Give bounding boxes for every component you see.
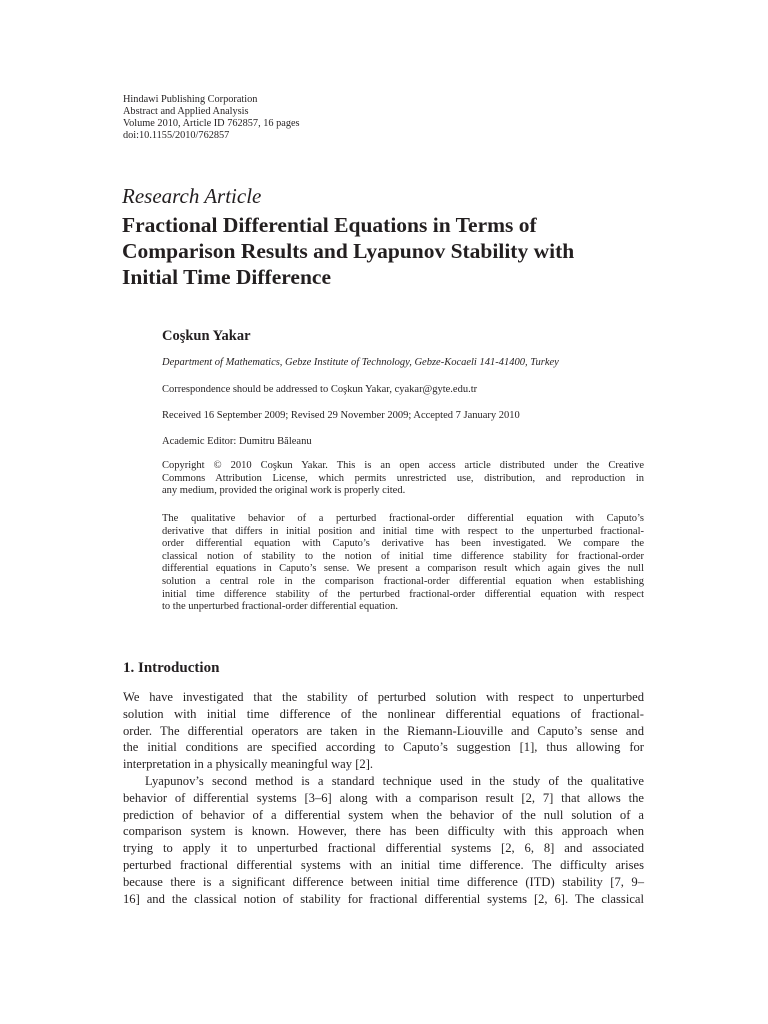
body-line: the initial conditions are specified according to Caputo’s suggestion [1], thus allowing for <box>123 740 644 755</box>
body-line: behavior of differential systems [3–6] along with a comparison result [2, 7] that allows the <box>123 790 644 805</box>
body-line: Lyapunov’s second method is a standard technique used in the study of the qualitative <box>145 773 644 788</box>
paragraph <box>123 773 644 907</box>
body-line: We have investigated that the stability of perturbed solution with respect to unperturbed <box>123 690 644 704</box>
abstract-line: order differential equation with Caputo’s derivative has been investigated. We compare the <box>162 538 644 550</box>
body-line: trying to apply it to unperturbed fractional differential systems [2, 6, 8] and associated <box>123 841 644 856</box>
abstract <box>162 513 644 614</box>
author-affiliation: Department of Mathematics, Gebze Institute of Technology, Gebze-Kocaeli 141-41400, Turkey <box>162 357 559 368</box>
academic-editor: Academic Editor: Dumitru Băleanu <box>162 436 312 447</box>
body-line: 16] and the classical notion of stability for fractional differential systems [2, 6]. The classical <box>123 891 644 906</box>
title-line: Initial Time Difference <box>122 265 331 289</box>
body-line: comparison system is known. However, there has been difficulty with this approach when <box>123 824 644 839</box>
introduction-body <box>123 689 644 907</box>
title-line: Comparison Results and Lyapunov Stability with <box>122 239 575 263</box>
section-heading: 1. Introduction <box>123 660 220 676</box>
doi: doi:10.1155/2010/762857 <box>123 130 230 141</box>
abstract-line: derivative that differs in initial position and initial time with respect to the unperturbed fractional- <box>162 525 644 537</box>
abstract-line: differential equations in Caputo’s sense. We present a comparison result which again gives the null <box>162 563 644 575</box>
abstract-line: classical notion of stability to the notion of initial time difference stability for fractional-order <box>162 550 644 562</box>
abstract-line: The qualitative behavior of a perturbed fractional-order differential equation with Caputo’s <box>162 513 644 524</box>
journal-name: Abstract and Applied Analysis <box>123 106 249 117</box>
body-line: solution with initial time difference of the nonlinear differential equations of fractional- <box>123 706 644 721</box>
publisher: Hindawi Publishing Corporation <box>123 94 258 105</box>
body-line: prediction of behavior of a differential system when the behavior of the null solution of a <box>123 807 644 822</box>
abstract-line: to the unperturbed fractional-order differential equation. <box>162 601 398 613</box>
body-line: order. The differential operators are taken in the Riemann-Liouville and Caputo’s sense and <box>123 723 644 738</box>
author-name: Coşkun Yakar <box>162 328 251 344</box>
body-line: perturbed fractional differential systems with an initial time difference. The difficulty arises <box>123 857 644 872</box>
abstract-line: solution a central role in the comparison fractional-order differential equation when establishing <box>162 575 644 587</box>
article-type: Research Article <box>122 184 262 208</box>
abstract-line: initial time difference stability of the perturbed fractional-order differential equation with respect <box>162 588 644 600</box>
copyright-line: Copyright © 2010 Coşkun Yakar. This is an open access article distributed under the Creative <box>162 460 644 471</box>
dates: Received 16 September 2009; Revised 29 November 2009; Accepted 7 January 2010 <box>162 410 520 421</box>
copyright-notice <box>162 460 644 498</box>
journal-header <box>123 94 300 142</box>
volume-info: Volume 2010, Article ID 762857, 16 pages <box>123 118 300 129</box>
copyright-line: Commons Attribution License, which permits unrestricted use, distribution, and reproduction in <box>162 472 644 484</box>
title-line: Fractional Differential Equations in Terms of <box>122 213 537 237</box>
body-line: interpretation in a physically meaningful way [2]. <box>123 757 374 772</box>
correspondence: Correspondence should be addressed to Coşkun Yakar, cyakar@gyte.edu.tr <box>162 384 478 395</box>
copyright-line: any medium, provided the original work is properly cited. <box>162 485 406 497</box>
body-line: because there is a significant difference between initial time difference (ITD) stability [7, 9– <box>123 874 644 889</box>
paragraph <box>123 689 644 773</box>
paper-title <box>122 212 682 290</box>
